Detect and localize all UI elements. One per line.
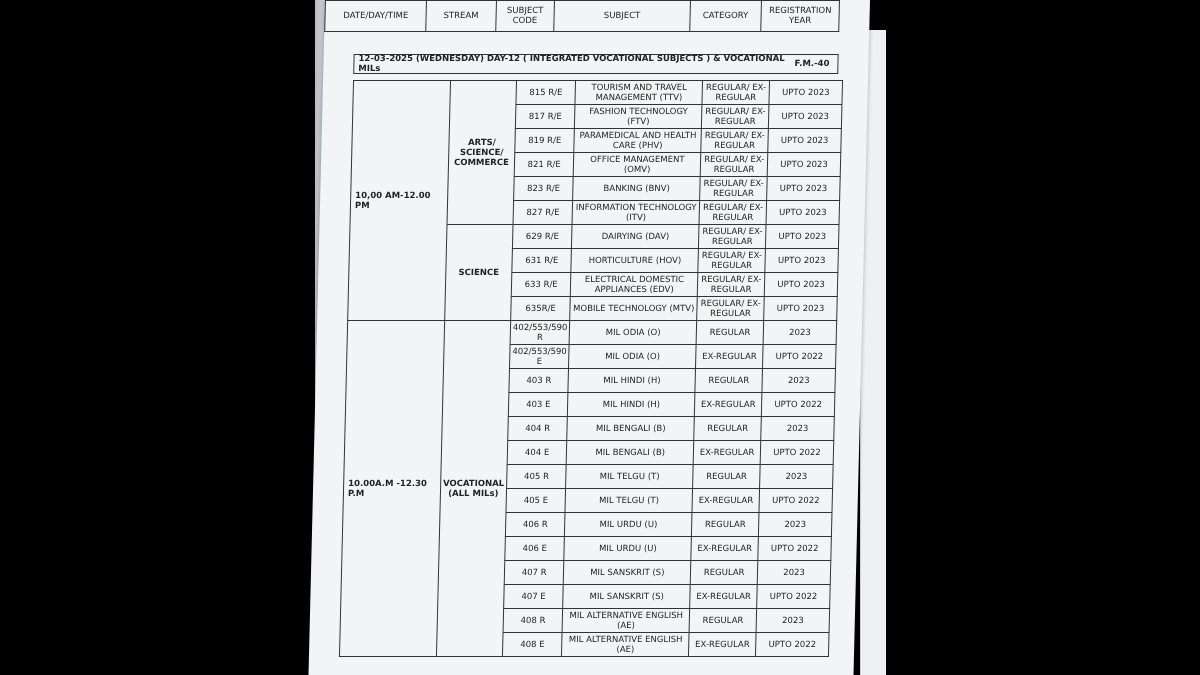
subject-name-cell: MIL BENGALI (B) (567, 441, 694, 465)
category-cell: REGULAR (693, 465, 761, 489)
header-subject: SUBJECT (554, 1, 690, 32)
table-row (347, 321, 837, 345)
table-row (353, 81, 843, 105)
subject-code-cell: 407 R (504, 561, 564, 585)
registration-year-cell: UPTO 2022 (757, 585, 830, 609)
registration-year-cell: 2023 (761, 417, 834, 441)
category-cell: REGULAR (690, 561, 758, 585)
subject-code-cell: 405 E (506, 489, 566, 513)
column-header-row (324, 0, 840, 32)
time-slot: 10.00A.M -12.30 P.M (339, 321, 444, 657)
subject-name-cell: MIL ODIA (O) (569, 321, 696, 345)
registration-year-cell: UPTO 2022 (763, 345, 836, 369)
registration-year-cell: UPTO 2023 (765, 249, 838, 273)
stream-cell: ARTS/ SCIENCE/ COMMERCE (447, 81, 517, 225)
registration-year-cell: UPTO 2023 (767, 153, 840, 177)
registration-year-cell: 2023 (760, 465, 833, 489)
category-cell: REGULAR/ EX-REGULAR (700, 153, 768, 177)
subject-code-cell: 407 E (504, 585, 564, 609)
registration-year-cell: UPTO 2022 (760, 441, 833, 465)
subject-code-cell: 821 R/E (514, 153, 574, 177)
category-cell: REGULAR/ EX-REGULAR (697, 273, 765, 297)
category-cell: EX-REGULAR (695, 393, 763, 417)
subject-name-cell: MIL HINDI (H) (568, 369, 695, 393)
day-banner (353, 54, 838, 74)
registration-year-cell: UPTO 2022 (756, 633, 829, 657)
registration-year-cell: 2023 (759, 513, 832, 537)
registration-year-cell: UPTO 2023 (769, 81, 842, 105)
subject-code-cell: 629 R/E (512, 225, 572, 249)
category-cell: REGULAR/ EX-REGULAR (700, 177, 768, 201)
subject-code-cell: 404 E (507, 441, 567, 465)
category-cell: REGULAR/ EX-REGULAR (701, 129, 769, 153)
subject-code-cell: 827 R/E (513, 201, 573, 225)
registration-year-cell: 2023 (756, 609, 829, 633)
category-cell: REGULAR/ EX-REGULAR (698, 249, 766, 273)
subject-code-cell: 631 R/E (512, 249, 572, 273)
subject-code-cell: 402/553/590 E (509, 345, 569, 369)
registration-year-cell: UPTO 2023 (764, 297, 837, 321)
subject-code-cell: 404 R (508, 417, 568, 441)
subject-name-cell: TOURISM AND TRAVEL MANAGEMENT (TTV) (575, 81, 702, 105)
registration-year-cell: UPTO 2023 (766, 201, 839, 225)
category-cell: REGULAR/ EX-REGULAR (702, 81, 770, 105)
registration-year-cell: UPTO 2022 (759, 489, 832, 513)
category-cell: REGULAR (695, 369, 763, 393)
subject-code-cell: 817 R/E (515, 105, 575, 129)
category-cell: EX-REGULAR (689, 633, 757, 657)
subject-name-cell: HORTICULTURE (HOV) (571, 249, 698, 273)
category-cell: REGULAR/ EX-REGULAR (702, 105, 770, 129)
header-stream: STREAM (426, 1, 496, 32)
subject-name-cell: OFFICE MANAGEMENT (OMV) (574, 153, 701, 177)
subject-name-cell: MOBILE TECHNOLOGY (MTV) (570, 297, 697, 321)
stream-cell: VOCATIONAL (ALL MILs) (436, 321, 510, 657)
time-slot: 10,00 AM-12.00 PM (348, 81, 451, 321)
subject-name-cell: MIL SANSKRIT (S) (563, 585, 690, 609)
category-cell: REGULAR/ EX-REGULAR (697, 297, 765, 321)
category-cell: REGULAR/ EX-REGULAR (699, 225, 767, 249)
stream-cell: SCIENCE (445, 225, 513, 321)
subject-code-cell: 406 E (505, 537, 565, 561)
subject-name-cell: MIL ODIA (O) (569, 345, 696, 369)
subject-code-cell: 823 R/E (514, 177, 574, 201)
registration-year-cell: 2023 (757, 561, 830, 585)
header-category: CATEGORY (689, 1, 761, 32)
subject-name-cell: MIL TELGU (T) (565, 489, 692, 513)
subject-name-cell: MIL BENGALI (B) (567, 417, 694, 441)
registration-year-cell: UPTO 2022 (758, 537, 831, 561)
category-cell: EX-REGULAR (692, 489, 760, 513)
subject-code-cell: 403 R (509, 369, 569, 393)
registration-year-cell: 2023 (762, 369, 835, 393)
subject-name-cell: MIL SANSKRIT (S) (564, 561, 691, 585)
subject-name-cell: INFORMATION TECHNOLOGY (ITV) (572, 201, 699, 225)
subject-code-cell: 635R/E (511, 297, 571, 321)
subject-code-cell: 633 R/E (511, 273, 571, 297)
subject-name-cell: MIL HINDI (H) (568, 393, 695, 417)
category-cell: EX-REGULAR (696, 345, 764, 369)
registration-year-cell: 2023 (763, 321, 836, 345)
subject-code-cell: 408 E (502, 633, 562, 657)
subject-name-cell: MIL ALTERNATIVE ENGLISH (AE) (562, 633, 689, 657)
subject-name-cell: FASHION TECHNOLOGY (FTV) (575, 105, 702, 129)
category-cell: REGULAR (694, 417, 762, 441)
subject-code-cell: 815 R/E (516, 81, 576, 105)
category-cell: EX-REGULAR (693, 441, 761, 465)
subject-code-cell: 403 E (508, 393, 568, 417)
category-cell: REGULAR (689, 609, 757, 633)
registration-year-cell: UPTO 2022 (761, 393, 834, 417)
subject-name-cell: MIL ALTERNATIVE ENGLISH (AE) (562, 609, 689, 633)
subject-code-cell: 405 R (507, 465, 567, 489)
header-date: DATE/DAY/TIME (325, 1, 427, 32)
registration-year-cell: UPTO 2023 (768, 129, 841, 153)
registration-year-cell: UPTO 2023 (768, 105, 841, 129)
subject-name-cell: DAIRYING (DAV) (572, 225, 699, 249)
registration-year-cell: UPTO 2023 (766, 225, 839, 249)
subject-name-cell: MIL URDU (U) (565, 513, 692, 537)
category-cell: EX-REGULAR (690, 585, 758, 609)
category-cell: REGULAR/ EX-REGULAR (699, 201, 767, 225)
subject-code-cell: 406 R (505, 513, 565, 537)
registration-year-cell: UPTO 2023 (767, 177, 840, 201)
subject-name-cell: BANKING (BNV) (573, 177, 700, 201)
subject-name-cell: ELECTRICAL DOMESTIC APPLIANCES (EDV) (571, 273, 698, 297)
subject-code-cell: 819 R/E (515, 129, 575, 153)
subject-code-cell: 402/553/590 R (510, 321, 570, 345)
schedule-table (339, 80, 843, 657)
full-marks: F.M.-40 (794, 59, 830, 69)
registration-year-cell: UPTO 2023 (764, 273, 837, 297)
category-cell: REGULAR (696, 321, 764, 345)
header-year: REGISTRATION YEAR (761, 1, 840, 32)
header-code: SUBJECT CODE (495, 1, 554, 32)
category-cell: EX-REGULAR (691, 537, 759, 561)
subject-name-cell: MIL TELGU (T) (566, 465, 693, 489)
category-cell: REGULAR (692, 513, 760, 537)
day-title: 12-03-2025 (WEDNESDAY) DAY-12 ( INTEGRATED VOCATIONAL SUBJECTS ) & VOCATIONAL MILs (358, 54, 785, 74)
subject-code-cell: 408 R (503, 609, 563, 633)
subject-name-cell: PARAMEDICAL AND HEALTH CARE (PHV) (574, 129, 701, 153)
exam-schedule-sheet (309, 0, 870, 675)
subject-name-cell: MIL URDU (U) (564, 537, 691, 561)
